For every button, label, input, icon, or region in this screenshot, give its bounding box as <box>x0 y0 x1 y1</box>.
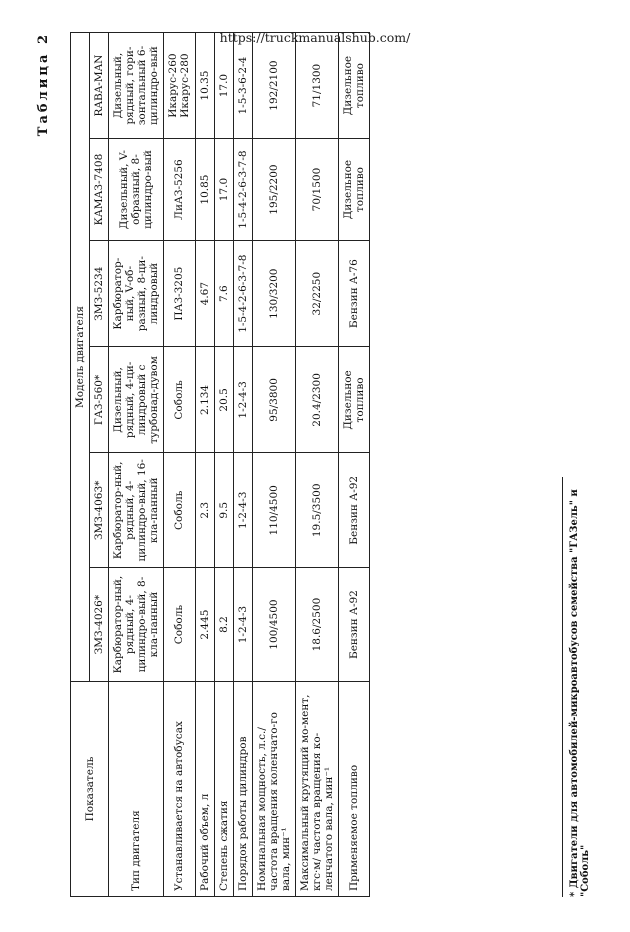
table-cell: 195/2200 <box>252 139 295 241</box>
table-cell: Карбюратор-ный, V-об-разный, 8-ци-линдровый <box>109 240 164 346</box>
table-cell: 2.445 <box>195 568 214 682</box>
row-label: Тип двигателя <box>109 682 164 897</box>
model-header: КАМАЗ-7408 <box>90 139 109 241</box>
table-cell: 95/3800 <box>252 347 295 453</box>
table-cell: 100/4500 <box>252 568 295 682</box>
row-label: Устанавливается на автобусах <box>164 682 195 897</box>
table-cell: 10.35 <box>195 33 214 139</box>
table-cell: Бензин А-92 <box>339 453 370 568</box>
table-cell: 1-5-4-2-6-3-7-8 <box>233 139 252 241</box>
table-cell: Соболь <box>164 347 195 453</box>
table-cell: 8.2 <box>214 568 233 682</box>
table-cell: Дизельный, рядный, гори-зонтальный 6-цилиндро-вый <box>109 33 164 139</box>
model-header: ЗМЗ-4063* <box>90 453 109 568</box>
table-cell: Бензин А-92 <box>339 568 370 682</box>
table-cell: 20.4/2300 <box>295 347 338 453</box>
table-cell: 9.5 <box>214 453 233 568</box>
table-cell: 4.67 <box>195 240 214 346</box>
table-cell: Соболь <box>164 568 195 682</box>
rotated-page <box>36 22 606 897</box>
row-label: Рабочий объем, л <box>195 682 214 897</box>
table-cell: 70/1500 <box>295 139 338 241</box>
table-cell: 18.6/2500 <box>295 568 338 682</box>
table-cell: Дизельное топливо <box>339 33 370 139</box>
table-cell: Бензин А-76 <box>339 240 370 346</box>
row-label: Применяемое топливо <box>339 682 370 897</box>
table-cell: 17.0 <box>214 139 233 241</box>
table-cell: Дизельный, рядный, 4-ци-линдровый с турбонад-дувом <box>109 347 164 453</box>
model-group-header: Модель двигателя <box>71 33 90 682</box>
table-row <box>339 33 370 897</box>
table-cell: Дизельное топливо <box>339 139 370 241</box>
table-cell: 1-2-4-3 <box>233 347 252 453</box>
table-row <box>295 33 338 897</box>
table-cell: 71/1300 <box>295 33 338 139</box>
table-cell: 1-2-4-3 <box>233 568 252 682</box>
table-cell: 7.6 <box>214 240 233 346</box>
indicator-header: Показатель <box>71 682 109 897</box>
table-cell: 2.134 <box>195 347 214 453</box>
model-header: ЗМЗ-5234 <box>90 240 109 346</box>
table-cell: 17.0 <box>214 33 233 139</box>
table-cell: 2.3 <box>195 453 214 568</box>
table-cell: 1-5-4-2-6-3-7-8 <box>233 240 252 346</box>
table-cell: Соболь <box>164 453 195 568</box>
table-cell: ПАЗ-3205 <box>164 240 195 346</box>
engine-table <box>70 32 370 897</box>
table-cell: 110/4500 <box>252 453 295 568</box>
table-row <box>252 33 295 897</box>
model-header: ГАЗ-560* <box>90 347 109 453</box>
row-label: Степень сжатия <box>214 682 233 897</box>
table-cell: 1-2-4-3 <box>233 453 252 568</box>
footnote: * Двигатели для автомобилей-микроавтобусов семейства "ГАЗель" и "Соболь" <box>562 477 591 897</box>
table-cell: Карбюратор-ный, рядный, 4-цилиндро-вый, 8- кла-панный <box>109 568 164 682</box>
row-label: Максимальный крутящий мо-мент, кгс·м/ частота вращения ко-ленчатого вала, мин⁻¹ <box>295 682 338 897</box>
table-row <box>214 33 233 897</box>
table-title: Таблица 2 <box>36 32 51 137</box>
table-row <box>233 33 252 897</box>
model-header: ЗМЗ-4026* <box>90 568 109 682</box>
table-cell: Дизельный, V-образный, 8-цилиндро-вый <box>109 139 164 241</box>
table-cell: Карбюратор-ный, рядный, 4-цилиндро-вый, 16- кла-панный <box>109 453 164 568</box>
table-cell: 130/3200 <box>252 240 295 346</box>
table-cell: Икарус-260 Икарус-280 <box>164 33 195 139</box>
table-row <box>109 33 164 897</box>
table-cell: 32/2250 <box>295 240 338 346</box>
row-label: Номинальная мощность, л.с./частота вращения коленчато-го вала, мин⁻¹ <box>252 682 295 897</box>
table-cell: 10.85 <box>195 139 214 241</box>
table-cell: Дизельное топливо <box>339 347 370 453</box>
table-cell: ЛиАЗ-5256 <box>164 139 195 241</box>
model-header: RABA-MAN <box>90 33 109 139</box>
table-row <box>164 33 195 897</box>
table-row <box>195 33 214 897</box>
row-label: Порядок работы цилиндров <box>233 682 252 897</box>
table-cell: 1-5-3-6-2-4 <box>233 33 252 139</box>
table-cell: 192/2100 <box>252 33 295 139</box>
table-cell: 19.5/3500 <box>295 453 338 568</box>
table-cell: 20.5 <box>214 347 233 453</box>
header-row-1 <box>71 33 90 897</box>
source-url[interactable]: https://truckmanualshub.com/ <box>219 30 411 45</box>
